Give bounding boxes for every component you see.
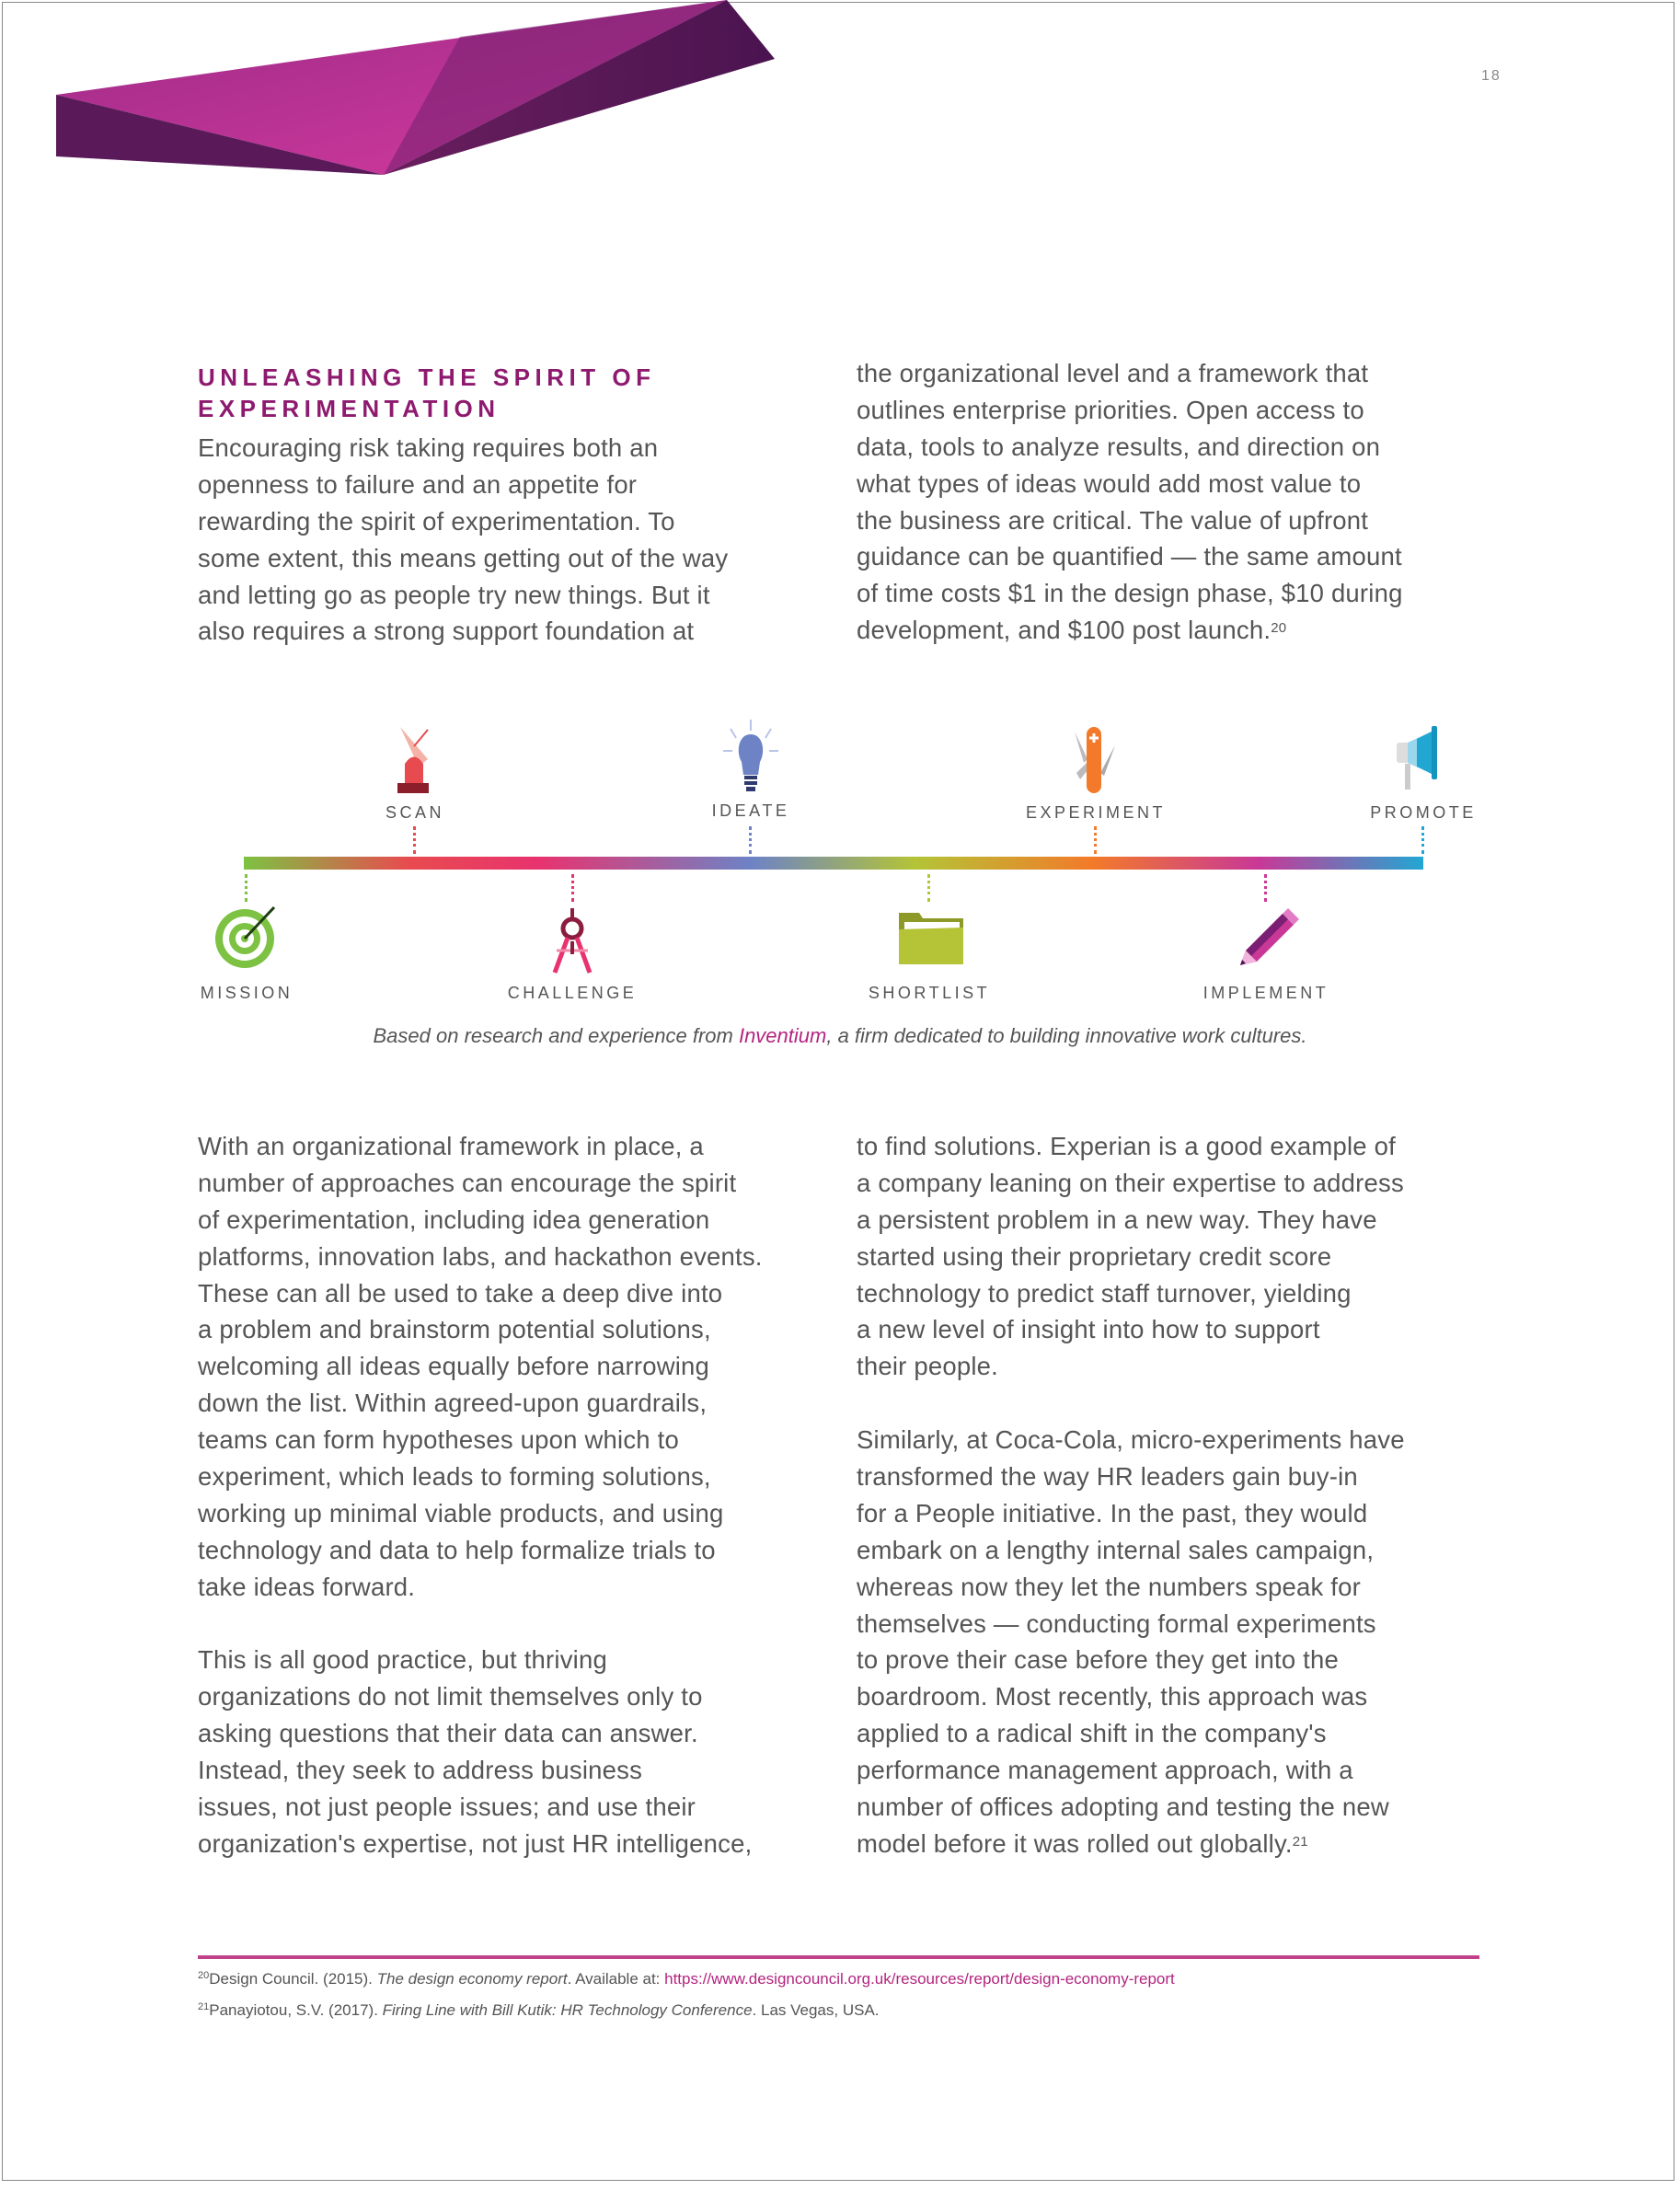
text-line: Similarly, at Coca-Cola, micro-experiments have [857,1425,1405,1455]
text-line: organization's expertise, not just HR intelligence, [198,1828,753,1858]
connector-experiment [1094,826,1097,854]
timeline-gradient-bar [244,857,1423,870]
footnote-reference[interactable]: 21 [1292,1833,1308,1850]
text-line: These can all be used to take a deep dive into [198,1278,723,1308]
inventium-link[interactable]: Inventium [738,1024,827,1047]
text-line: outlines enterprise priorities. Open access to [857,395,1364,424]
text-line: data, tools to analyze results, and direction on [857,432,1381,461]
lightbulb-icon [718,718,784,796]
text-line: technology and data to help formalize trials to [198,1535,716,1564]
connector-scan [413,826,416,854]
text-line: applied to a radical shift in the company's [857,1719,1327,1748]
text-line: teams can form hypotheses upon which to [198,1425,679,1455]
text-line: whereas now they let the numbers speak for [857,1572,1361,1601]
page-number: 18 [1481,68,1502,84]
intro-right-column [857,355,1403,649]
connector-mission [245,874,247,902]
text-line: organizations do not limit themselves only to [198,1682,703,1712]
text-line: This is all good practice, but thriving [198,1645,607,1675]
compass-icon [547,906,598,975]
paragraph-gap [857,1385,1405,1422]
text-line: some extent, this means getting out of the way [198,543,729,572]
text-line: issues, not just people issues; and use their [198,1792,696,1822]
stage-label-challenge: CHALLENGE [507,984,638,1002]
diagram-caption [0,1024,1680,1048]
section-heading [198,362,655,424]
text-line: working up minimal viable products, and using [198,1498,724,1527]
footnote-title: The design economy report [376,1970,568,1988]
text-line: a new level of insight into how to support [857,1315,1320,1344]
text-line: themselves — conducting formal experiments [857,1608,1376,1638]
text-line: number of approaches can encourage the spirit [198,1168,737,1197]
footnote-number: 21 [198,2001,210,2012]
footnote-21 [198,2001,880,2020]
text-line: With an organizational framework in place, a [198,1132,704,1160]
text-line: of time costs $1 in the design phase, $10 during [857,579,1403,608]
text-line: guidance can be quantified — the same amount [857,542,1402,571]
stage-label-implement: IMPLEMENT [1202,984,1329,1002]
text-line: experiment, which leads to forming solutions, [198,1462,711,1492]
intro-left-column [198,430,728,650]
text-line: welcoming all ideas equally before narrowing [198,1352,710,1381]
footnote-text: . Las Vegas, USA. [752,2001,880,2019]
megaphone-icon [1389,722,1454,796]
decorative-logo-shape [0,0,828,184]
text-line: a persistent problem in a new way. They have [857,1204,1377,1234]
text-line-content: development, and $100 post launch. [857,616,1272,645]
body-right-column [857,1128,1405,1862]
pencil-icon [1233,906,1302,971]
text-line: of experimentation, including idea generation [198,1204,710,1234]
footnote-divider [198,1955,1479,1959]
folder-icon [897,911,966,966]
target-icon [210,902,283,971]
text-line: performance management approach, with a [857,1756,1353,1785]
text-line: Encouraging risk taking requires both an [198,433,659,462]
text-line: platforms, innovation labs, and hackathon events. [198,1241,763,1271]
text-line: for a People initiative. In the past, they would [857,1498,1368,1527]
text-line: to find solutions. Experian is a good example of [857,1132,1396,1160]
footnote-text: Panayiotou, S.V. (2017). [209,2001,383,2019]
text-line: technology to predict staff turnover, yielding [857,1278,1352,1308]
stage-label-mission: MISSION [200,984,293,1002]
text-line: boardroom. Most recently, this approach was [857,1682,1368,1712]
footnote-link[interactable]: https://www.designcouncil.org.uk/resources/report/design-economy-report [664,1970,1175,1988]
footnote-text: Design Council. (2015). [209,1970,377,1988]
text-line: what types of ideas would add most value to [857,468,1362,498]
paragraph-gap [198,1606,763,1642]
text-line: also requires a strong support foundation at [198,617,695,646]
stage-label-shortlist: SHORTLIST [868,984,991,1002]
text-line: a problem and brainstorm potential solutions, [198,1315,711,1344]
heading-line: UNLEASHING THE SPIRIT OF [198,363,656,391]
text-line: their people. [857,1352,998,1381]
connector-promote [1421,826,1424,854]
footnote-number: 20 [198,1970,210,1981]
caption-text: Based on research and experience from [373,1024,739,1047]
connector-shortlist [927,874,930,902]
body-left-column [198,1128,763,1862]
connector-ideate [749,826,752,854]
text-line: started using their proprietary credit score [857,1241,1332,1271]
text-line-content: model before it was rolled out globally. [857,1828,1293,1858]
text-line: Instead, they seek to address business [198,1756,643,1785]
text-line: embark on a lengthy internal sales campaign, [857,1535,1375,1564]
text-line [857,1826,1405,1862]
text-line: down the list. Within agreed-upon guardrails, [198,1389,708,1418]
text-line: transformed the way HR leaders gain buy-in [857,1462,1358,1492]
satellite-dish-icon [386,722,451,796]
footnote-text: . Available at: [567,1970,665,1988]
stage-label-experiment: EXPERIMENT [1025,803,1167,822]
text-line: a company leaning on their expertise to address [857,1168,1404,1197]
text-line: take ideas forward. [198,1572,416,1601]
text-line: rewarding the spirit of experimentation. To [198,506,675,536]
footnote-reference[interactable]: 20 [1271,620,1287,637]
text-line [857,612,1403,649]
text-line: and letting go as people try new things. But it [198,580,710,609]
text-line: to prove their case before they get into the [857,1645,1339,1675]
text-line: asking questions that their data can answer. [198,1719,698,1748]
connector-challenge [571,874,574,902]
stage-label-scan: SCAN [385,803,445,822]
footnote-title: Firing Line with Bill Kutik: HR Technology Conference [382,2001,753,2019]
text-line: openness to failure and an appetite for [198,469,638,499]
stage-label-ideate: IDEATE [711,801,790,820]
text-line: the organizational level and a framework that [857,359,1369,387]
connector-implement [1264,874,1267,902]
text-line: number of offices adopting and testing the new [857,1792,1389,1822]
heading-line: EXPERIMENTATION [198,395,501,422]
caption-text-end: , a firm dedicated to building innovative work cultures. [826,1024,1307,1047]
text-line: the business are critical. The value of upfront [857,505,1369,535]
stage-label-promote: PROMOTE [1370,803,1477,822]
swiss-army-knife-icon [1067,722,1122,796]
footnote-20 [198,1970,1175,1988]
